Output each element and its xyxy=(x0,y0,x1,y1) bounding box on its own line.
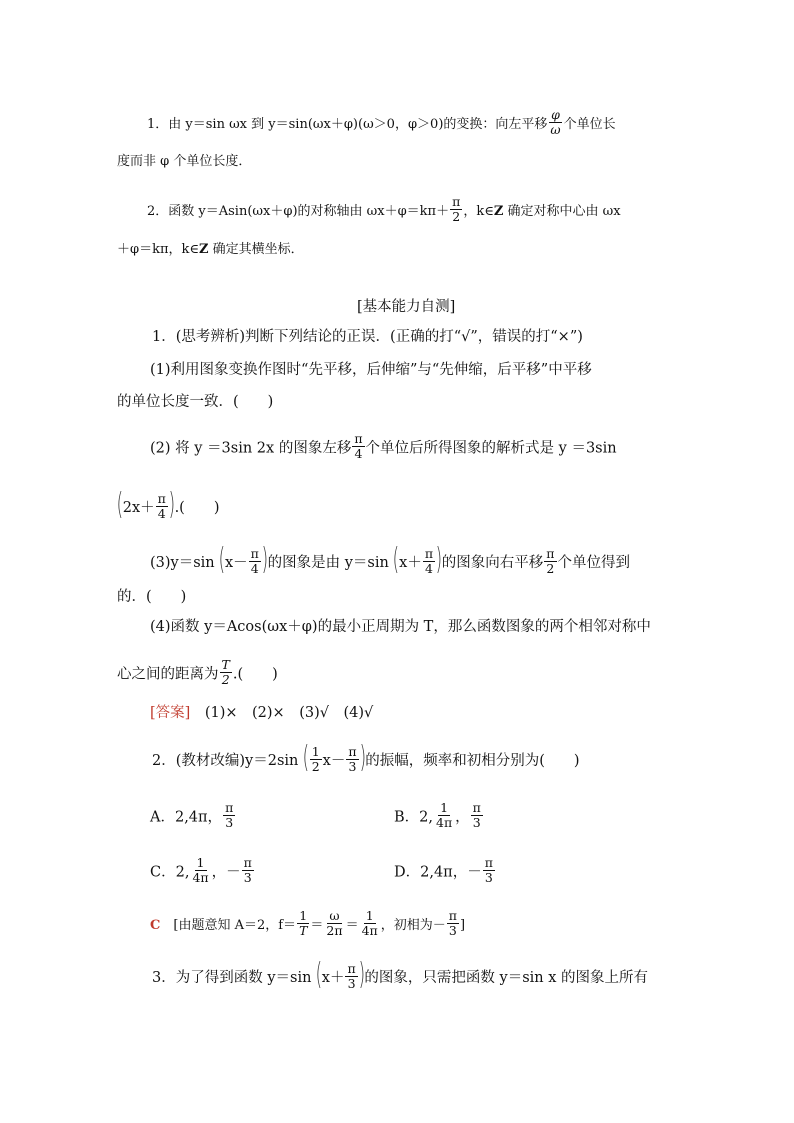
q1-item-3-line-2: 的．( ) xyxy=(117,589,187,605)
fraction: $\frac{\pi}{4}$ xyxy=(250,545,259,576)
fraction: $\frac{\pi}{3}$ xyxy=(347,960,356,991)
fraction: $\frac{\pi}{4}$ xyxy=(157,490,166,521)
q1-answer: [答案] (1)× (2)× (3)√ (4)√ xyxy=(150,705,374,721)
note-1-line-2: 度而非 φ 个单位长度． xyxy=(117,154,252,169)
q2-option-a: A．2,4π， $\frac{\pi}{3}$ xyxy=(150,800,234,830)
fraction: $\frac{1}{2}$ xyxy=(311,743,320,774)
q1-item-4-line-1: (4)函数 y＝Acos(ωx＋φ)的最小正周期为 T，那么函数图象的两个相邻对称中 xyxy=(150,619,651,635)
q1-item-1-line-1: (1)利用图象变换作图时“先平移，后伸缩”与“先伸缩，后平移”中平移 xyxy=(150,362,592,378)
fraction: $\frac{\pi}{3}$ xyxy=(243,855,252,885)
fraction: $\frac{\omega}{2\pi}$ xyxy=(326,908,343,938)
fraction: $\frac{\pi}{2}$ xyxy=(452,194,461,224)
fraction: $\frac{\varphi}{\omega}$ xyxy=(550,107,561,137)
fraction: $\frac{\pi}{3}$ xyxy=(225,800,234,830)
q1-item-3-line-1: (3)y＝sin (x－ $\frac{\pi}{4}$ )的图象是由 y＝sin (x＋ $\frac{\pi}{4}$ )的图象向右平移 $\frac{\pi}{2}$ 个单位得到 xyxy=(150,542,630,577)
fraction: $\frac{1}{4\pi}$ xyxy=(361,908,378,938)
fraction: $\frac{\pi}{4}$ xyxy=(424,545,434,576)
fraction: $\frac{\pi}{3}$ xyxy=(484,855,493,885)
q2-option-b: B．2, $\frac{1}{4\pi}$ ， $\frac{\pi}{3}$ xyxy=(394,800,481,830)
note-2-line-1: 2．函数 y＝Asin(ωx＋φ)的对称轴由 ωx＋φ＝kπ＋ $\frac{\pi}{2}$ ，k∈Z 确定对称中心由 ωx xyxy=(147,194,621,224)
q1-item-2-line-1: (2) 将 y ＝3sin 2x 的图象左移 $\frac{\pi}{4}$ 个单位后所得图象的解析式是 y ＝3sin xyxy=(150,431,617,461)
section-title: [基本能力自测] xyxy=(357,299,456,315)
q3-stem: 3．为了得到函数 y＝sin (x＋ $\frac{\pi}{3}$ )的图象，只需把函数 y＝sin x 的图象上所有 xyxy=(152,957,649,992)
fraction: $\frac{1}{4\pi}$ xyxy=(436,800,453,830)
q2-explanation: C [由题意知 A＝2，f＝ $\frac{1}{T}$ ＝ $\frac{\omega}{2\pi}$ ＝ $\frac{1}{4\pi}$ ，初相为－ $\frac{\pi}{3}$ ] xyxy=(150,908,466,938)
answer-label: [答案] xyxy=(150,705,191,721)
fraction: $\frac{1}{T}$ xyxy=(299,908,308,938)
fraction: $\frac{1}{4\pi}$ xyxy=(192,855,209,885)
fraction: $\frac{\pi}{3}$ xyxy=(348,743,357,774)
fraction: $\frac{\pi}{3}$ xyxy=(448,908,458,938)
q1-item-2-line-2: (2x＋ $\frac{\pi}{4}$ ).( ) xyxy=(116,487,220,522)
q1-item-4-line-2: 心之间的距离为 $\frac{T}{2}$ .( ) xyxy=(117,657,278,687)
note-2-line-2: ＋φ＝kπ，k∈Z 确定其横坐标． xyxy=(117,242,304,257)
q1-intro: 1．(思考辨析)判断下列结论的正误．(正确的打“√”，错误的打“×”) xyxy=(152,329,583,345)
note-1-line-1: 1．由 y＝sin ωx 到 y＝sin(ωx＋φ)(ω＞0，φ＞0)的变换：向左平移 $\frac{\varphi}{\omega}$ 个单位长 xyxy=(147,107,616,137)
fraction: $\frac{\pi}{4}$ xyxy=(354,431,363,461)
q2-option-c: C．2, $\frac{1}{4\pi}$ ，－ $\frac{\pi}{3}$ xyxy=(150,855,252,885)
fraction: $\frac{\pi}{2}$ xyxy=(546,545,555,576)
q1-item-1-line-2: 的单位长度一致．( ) xyxy=(117,394,274,410)
q2-stem: 2．(教材改编)y＝2sin ( $\frac{1}{2}$ x－ $\frac{\pi}{3}$ )的振幅，频率和初相分别为( ) xyxy=(152,740,580,775)
answer-letter: C xyxy=(150,918,161,933)
q2-option-d: D．2,4π，－ $\frac{\pi}{3}$ xyxy=(394,855,493,885)
fraction: $\frac{\pi}{3}$ xyxy=(472,800,481,830)
fraction: $\frac{T}{2}$ xyxy=(221,657,230,687)
